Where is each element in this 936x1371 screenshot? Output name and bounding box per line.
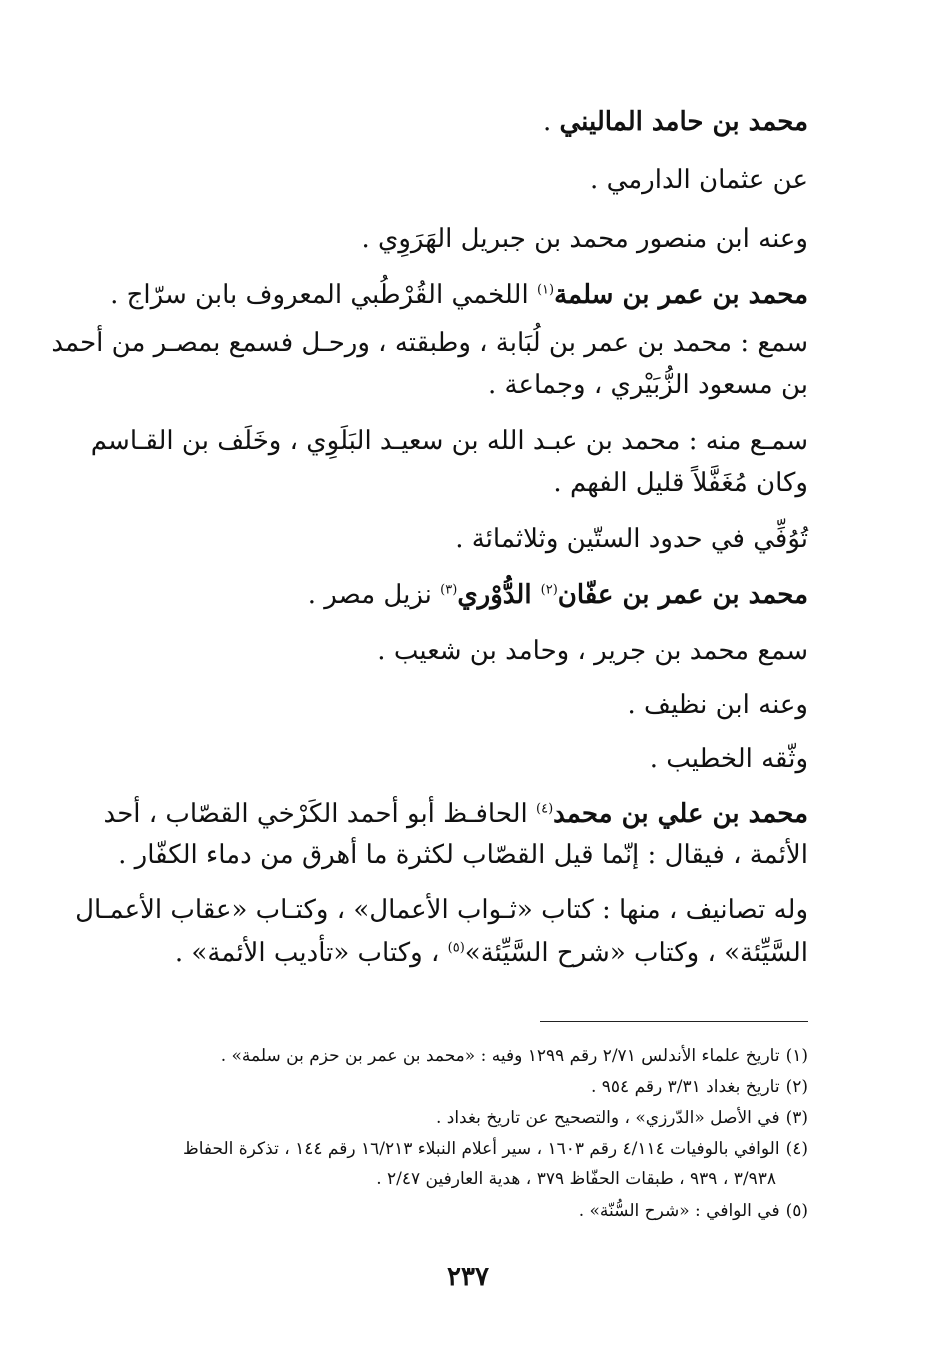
footnote-text: في الأصل «الدّرزي» ، والتصحيح عن تاريخ بغداد . (435, 1108, 780, 1128)
entry-line-6: بن مسعود الزُّبَيْري ، وجماعة . (488, 370, 808, 400)
entry-name: محمد بن علي بن محمد (553, 799, 808, 829)
entry-text: ، وكتاب «تأديب الأئمة» . (174, 938, 448, 968)
footnote-3 (116, 1106, 808, 1130)
footnote-text: الوافي بالوفيات ٤/١١٤ رقم ١٦٠٣ ، سير أعلام النبلاء ١٦/٢١٣ رقم ١٤٤ ، تذكرة الحفاظ (182, 1139, 780, 1159)
footnote-separator (540, 1021, 808, 1022)
footnote-number: (٥) (785, 1201, 808, 1221)
entry-line-14 (104, 797, 808, 831)
footnote-1 (116, 1044, 808, 1068)
entry-line-7: سمـع منه : محمد بن عبـد الله بن سعيـد البَلَوِي ، وخَلَف بن القـاسم (90, 426, 808, 456)
entry-line-9: تُوُفِّي في حدود الستّين وثلاثمائة . (455, 524, 808, 554)
footnote-4 (116, 1137, 808, 1161)
entry-text: السَّيِّئة» ، وكتاب «شرح السَّيِّئة» (464, 938, 808, 968)
entry-line-11: سمع محمد بن جرير ، وحامد بن شعيب . (377, 636, 808, 666)
entry-nisba: الدُّوْري (457, 580, 541, 610)
footnote-text: تاريخ بغداد ٣/٣١ رقم ٩٥٤ . (590, 1077, 780, 1097)
footnote-text: في الوافي : «شرح السُّنّة» . (578, 1201, 780, 1221)
footnote-2 (116, 1075, 808, 1099)
footnote-ref: (٣) (440, 582, 458, 598)
entry-line-5: سمع : محمد بن عمر بن لُبَابة ، وطبقته ، ورحـل فسمع بمصـر من أحمد (51, 328, 808, 358)
footnote-4-continued (116, 1167, 776, 1191)
entry-line-13: وثّقه الخطيب . (649, 744, 808, 774)
entry-text: نزيل مصر . (307, 580, 441, 610)
entry-line-3: وعنه ابن منصور محمد بن جبريل الهَرَوِي . (361, 224, 808, 254)
footnote-ref: (٥) (447, 940, 465, 956)
footnote-ref: (٢) (540, 582, 558, 598)
footnote-text: ٣/٩٣٨ ، ٩٣٩ ، طبقات الحفّاظ ٣٧٩ ، هدية العارفين ٢/٤٧ . (376, 1169, 776, 1189)
entry-name: محمد بن عمر بن سلمة (554, 280, 808, 310)
footnote-number: (١) (785, 1046, 808, 1066)
page-number: ٢٣٧ (447, 1262, 489, 1292)
footnote-5 (116, 1199, 808, 1223)
entry-line-1 (543, 105, 808, 139)
entry-line-16: وله تصانيف ، منها : كتاب «ثـواب الأعمال» ، وكتـاب «عقاب الأعمـال (75, 895, 808, 925)
footnote-number: (٢) (785, 1077, 808, 1097)
entry-line-4 (110, 278, 808, 312)
entry-name: محمد بن حامد المالیني (559, 107, 808, 137)
footnote-text: تاريخ علماء الأندلس ٢/٧١ رقم ١٢٩٩ وفيه : «محمد بن عمر بن حزم بن سلمة» . (220, 1046, 780, 1066)
entry-line-8: وكان مُغَفَّلاً قليل الفهم . (553, 468, 808, 498)
entry-text: . (542, 107, 560, 137)
entry-line-17 (175, 936, 808, 970)
footnote-ref: (٤) (536, 801, 554, 817)
entry-text: اللخمي القُرْطُبي المعروف بابن سرّاج . (110, 280, 537, 310)
footnote-number: (٤) (785, 1139, 808, 1159)
footnote-ref: (١) (536, 282, 555, 298)
entry-line-2: عن عثمان الدارمي . (590, 165, 808, 195)
footnote-number: (٣) (785, 1108, 808, 1128)
entry-line-12: وعنه ابن نظيف . (627, 690, 808, 720)
entry-line-10 (308, 578, 808, 612)
entry-line-15: الأئمة ، فيقال : إنّما قيل القصّاب لكثرة ما أهرق من دماء الكفّار . (118, 840, 808, 870)
entry-name: محمد بن عمر بن عفّان (557, 580, 808, 610)
entry-text: الحافـظ أبو أحمد الكَرْخي القصّاب ، أحد (103, 799, 537, 829)
